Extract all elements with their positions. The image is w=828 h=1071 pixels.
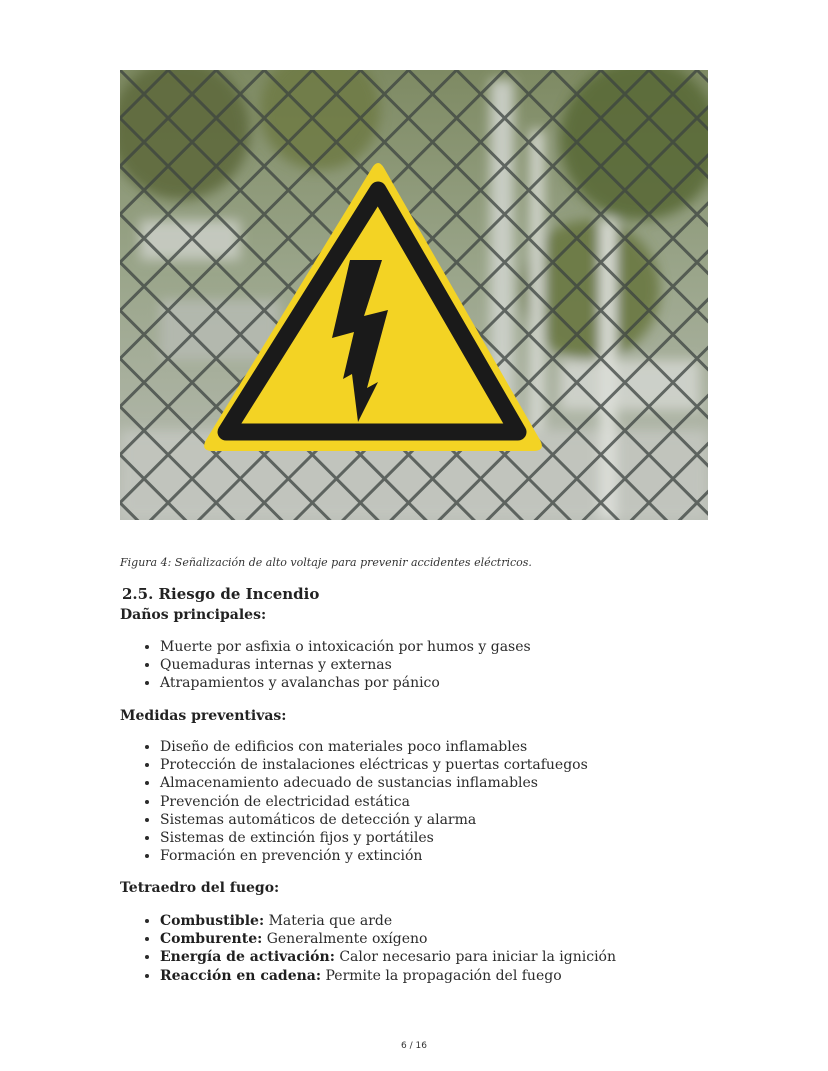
list-item: • Formación en prevención y extinción (160, 847, 588, 865)
fire-tetrahedron-heading: Tetraedro del fuego: (120, 880, 280, 896)
term: Comburente: (160, 931, 263, 948)
preventive-measures-heading: Medidas preventivas: (120, 708, 287, 724)
list-item: • Almacenamiento adecuado de sustancias inflamables (160, 774, 588, 792)
list-item: • Protección de instalaciones eléctricas y puertas cortafuegos (160, 756, 588, 774)
list-item: • Sistemas automáticos de detección y alarma (160, 811, 588, 829)
list-item (160, 912, 616, 930)
fire-tetrahedron-list (140, 912, 616, 985)
figure-caption: Figura 4: Señalización de alto voltaje para prevenir accidentes eléctricos. (120, 556, 532, 569)
list-item: • Atrapamientos y avalanchas por pánico (160, 674, 531, 692)
list-item (160, 948, 616, 966)
preventive-measures-list (140, 738, 588, 865)
section-title: 2.5. Riesgo de Incendio (122, 585, 320, 603)
damages-heading: Daños principales: (120, 607, 267, 623)
page-number: 6 / 16 (401, 1041, 427, 1051)
definition: Permite la propagación del fuego (321, 967, 562, 984)
term: Reacción en cadena: (160, 967, 322, 984)
damages-list (140, 638, 531, 693)
list-item: • Sistemas de extinción fijos y portátiles (160, 829, 588, 847)
list-item (160, 930, 616, 948)
definition: Generalmente oxígeno (262, 931, 428, 948)
list-item: • Diseño de edificios con materiales poco inflamables (160, 738, 588, 756)
list-item: • Prevención de electricidad estática (160, 793, 588, 811)
list-item (160, 967, 616, 985)
term: Combustible: (160, 913, 265, 929)
definition: Materia que arde (264, 913, 393, 929)
list-item: • Quemaduras internas y externas (160, 656, 531, 674)
term: Energía de activación: (160, 949, 335, 966)
definition: Calor necesario para iniciar la ignición (334, 949, 616, 966)
list-item: • Muerte por asfixia o intoxicación por humos y gases (160, 638, 531, 656)
high-voltage-sign-photo (120, 70, 708, 520)
